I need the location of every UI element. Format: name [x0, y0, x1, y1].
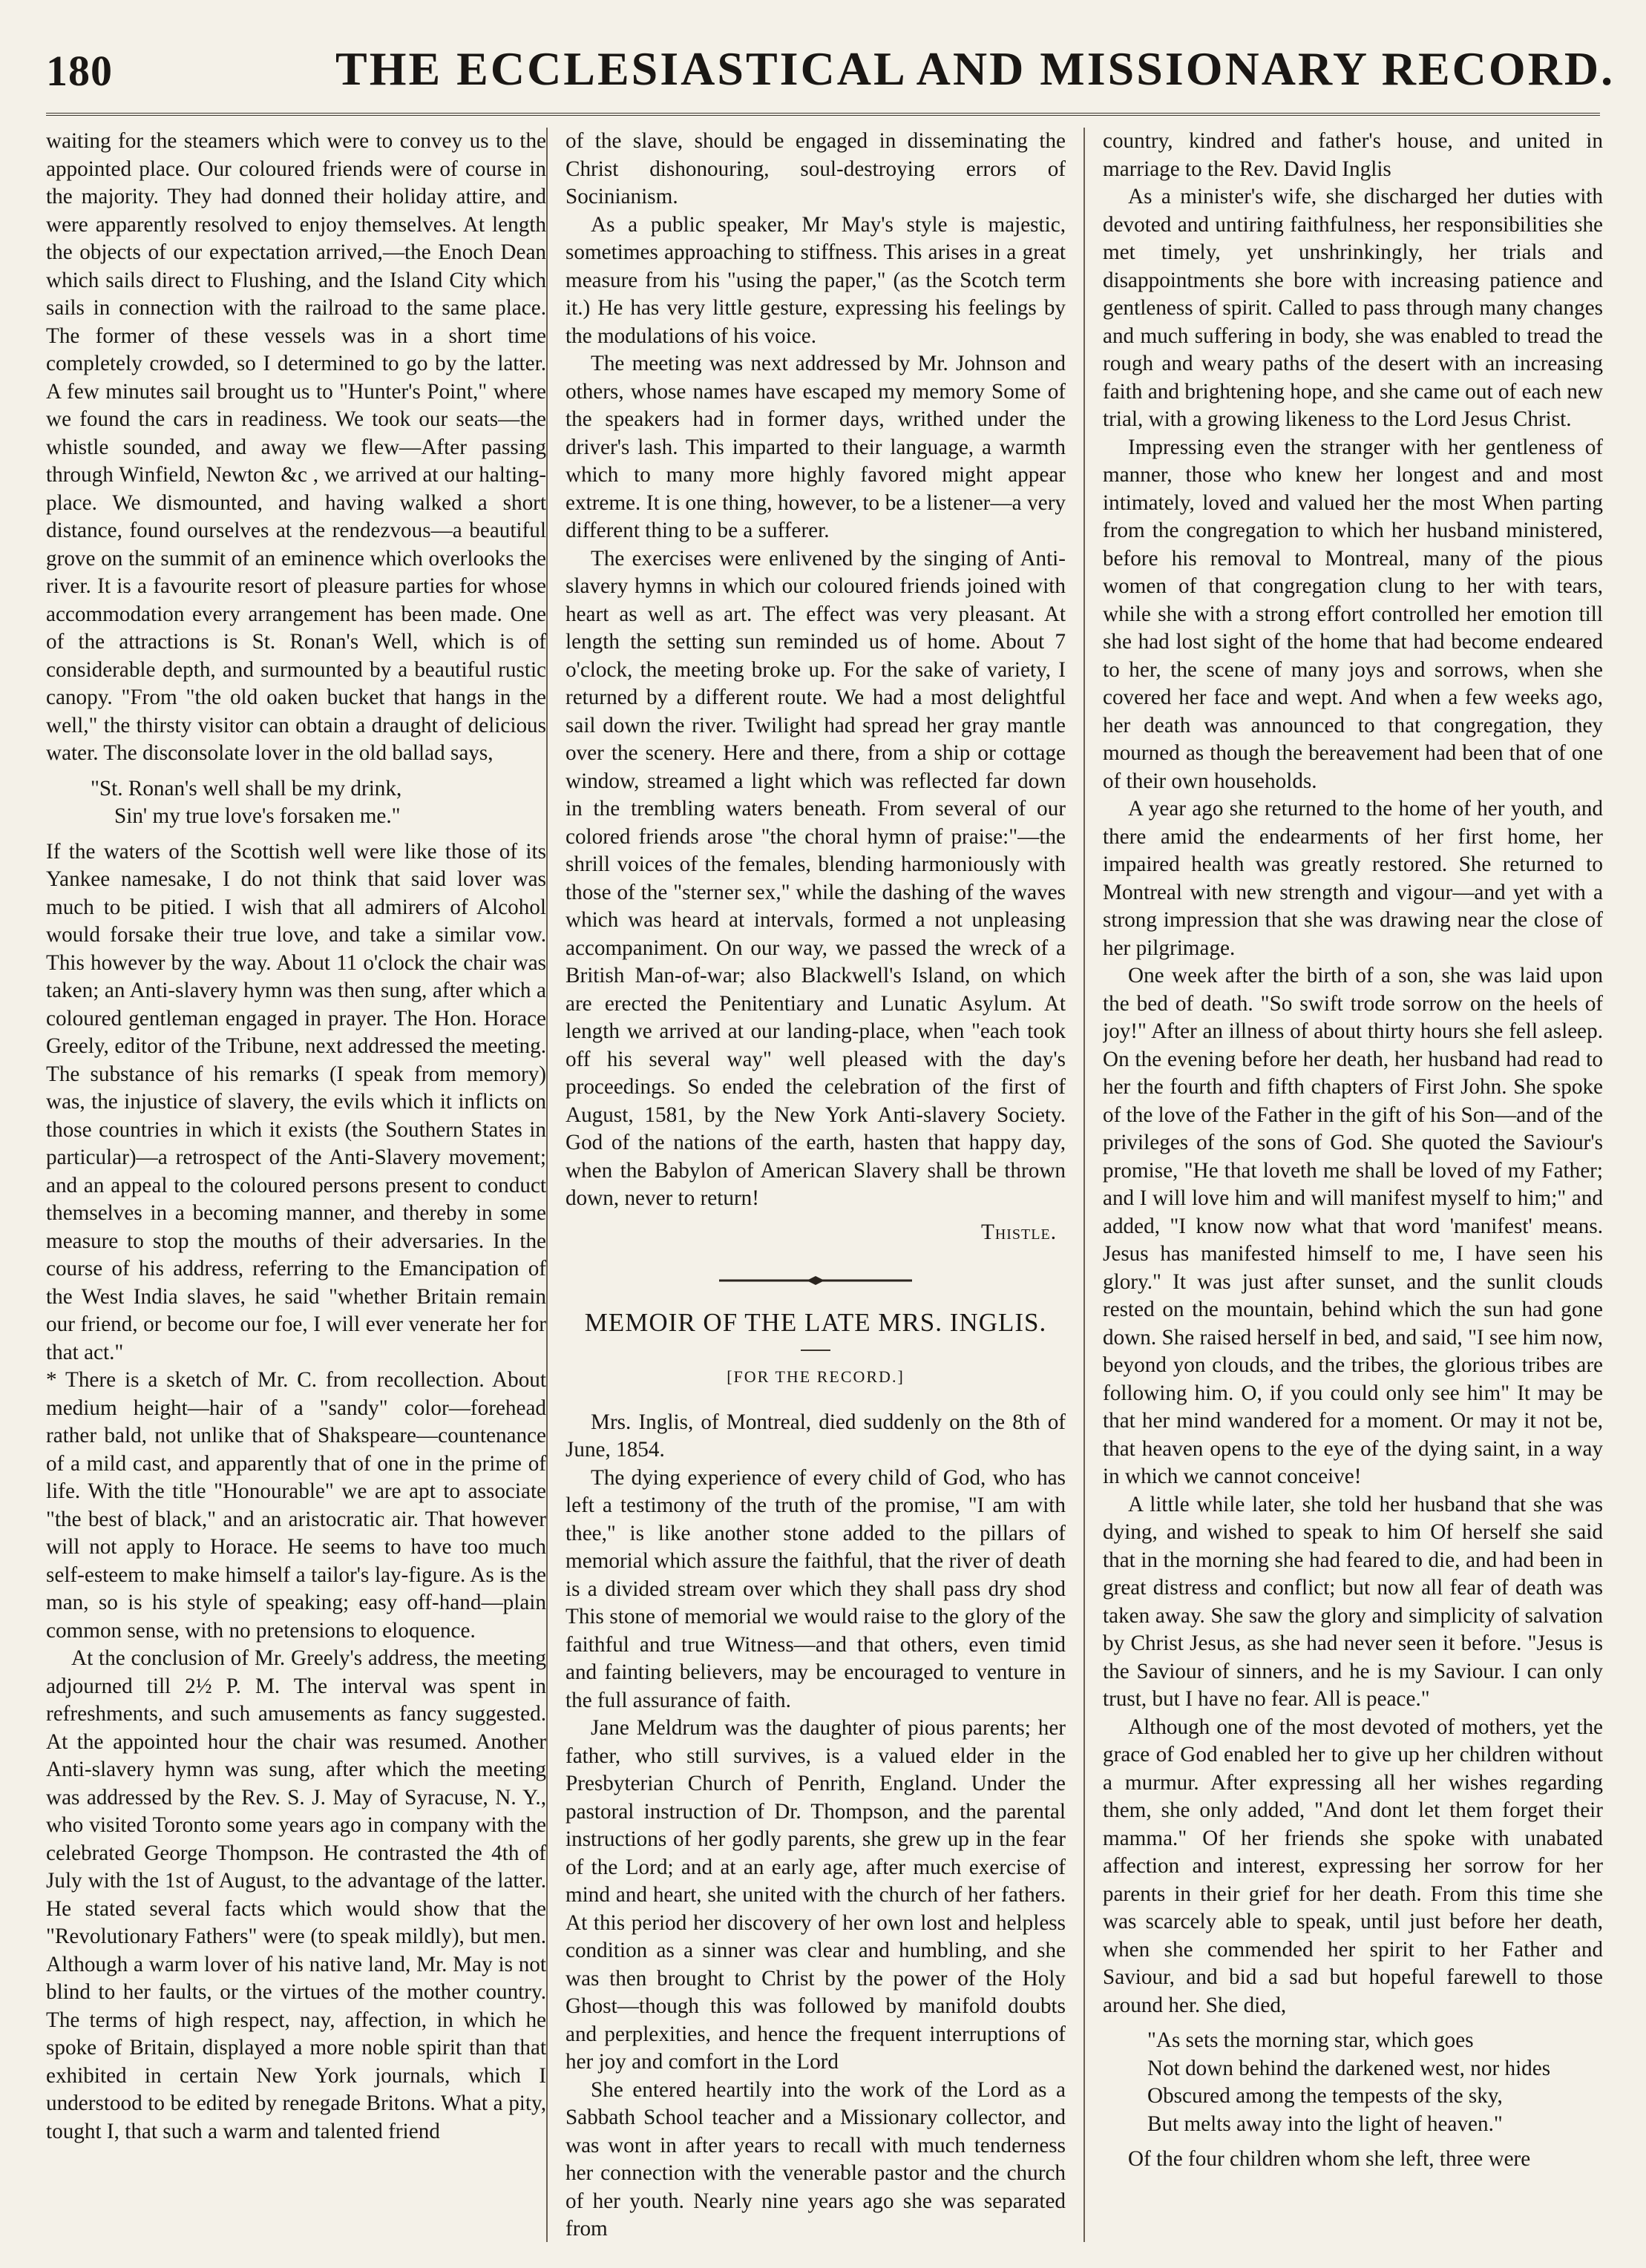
article-source-note: [FOR THE RECORD.]	[727, 1367, 905, 1386]
verse-quote	[46, 775, 546, 831]
section-divider-ornament	[565, 1266, 1066, 1294]
article-title: MEMOIR OF THE LATE MRS. INGLIS.	[584, 1307, 1047, 1337]
paragraph: As a minister's wife, she discharged her duties with devoted and untiring faithfulness, her responsibilities she met timely, yet unshrinkingly, her trials and disappointments she bore with increasing patience and gentleness of spirit. Called to pass through many changes and much suffering in body, she was enabled to tread the rough and weary paths of the desert with an increasing faith and brightening hope, and she came out of each new trial, with a growing likeness to the Lord Jesus Christ.	[1103, 185, 1604, 431]
verse-line: Not down behind the darkened west, nor hides	[1147, 2056, 1551, 2080]
footnote: * There is a sketch of Mr. C. from recollection. About medium height—hair of a "sandy" color—forehead rather bald, not unlike that of Shakspeare—countenance of a mild cast, and apparently that of one in the prime of life. With the title "Honourable" we are apt to associate "the best of black," and an aristocratic air. That however will not apply to Horace. He seems to have too much self-esteem to make himself a tailor's lay-figure. As is the man, so is his style of speaking; easy off-hand—plain common sense, with no pretensions to eloquence.	[46, 1368, 547, 1643]
paragraph: Mrs. Inglis, of Montreal, died suddenly on the 8th of June, 1854.	[565, 1410, 1066, 1462]
paragraph: At the conclusion of Mr. Greely's address, the meeting adjourned till 2½ P. M. The interval was spent in refreshments, and such amusements as fancy suggested. At the appointed hour the chair was resumed. Another Anti-slavery hymn was sung, after which the meeting was addressed by the Rev. S. J. May of Syracuse, N. Y., who visited Toronto some years ago in company with the celebrated George Thompson. He contrasted the 4th of July with the 1st of August, to the advantage of the latter. He stated several facts which would show that the "Revolutionary Fathers" were (to speak mildly), but men. Although a warm lover of his native land, Mr. May is not blind to her faults, or the virtues of the mother country. The terms of high respect, nay, affection, in which he spoke of Britain, displayed a more noble spirit than that exhibited in certain New York journals, which I understood to be edited by renegade Britons. What a pity, tought I, that such a warm and talented friend	[46, 1646, 547, 2143]
paragraph: She entered heartily into the work of the Lord as a Sabbath School teacher and a Missionary collector, and was wont in after years to recall with much tenderness her connection with the venerable pastor and the church of her youth. Nearly nine years ago she was separated from	[565, 2077, 1066, 2241]
paragraph: If the waters of the Scottish well were like those of its Yankee namesake, I do not think that said lover was much to be pitied. I wish that all admirers of Alcohol would forsake their true love, and take a similar vow. This however by the way. About 11 o'clock the chair was taken; an Anti-slavery hymn was then sung, after which a coloured gentleman engaged in prayer. The Hon. Horace Greely, editor of the Tribune, next addressed the meeting. The substance of his remarks (I speak from memory) was, the injustice of slavery, the evils which it inflicts on those countries in which it exists (the Southern States in particular)—a retrospect of the Anti-Slavery movement; and an appeal to the coloured persons present to conduct themselves in a becoming manner, and thereby in some measure to stop the mouths of their adversaries. In the course of his address, referring to the Emancipation of the West India slaves, he said "whether Britain remain our friend, or become our foe, I will ever venerate her for that act."	[46, 839, 547, 1364]
paragraph: A little while later, she told her husband that she was dying, and wished to speak to him Of herself she said that in the morning she had feared to die, and had been in great distress and conflict; but now all fear of death was taken away. She saw the glory and simplicity of salvation by Christ Jesus, as she had never seen it before. "Jesus is the Saviour of sinners, and he is my Saviour. I can only trust, but I have no fear. All is peace."	[1103, 1492, 1604, 1711]
short-rule	[801, 1350, 830, 1351]
paragraph: The meeting was next addressed by Mr. Johnson and others, whose names have escaped my memory Some of the speakers had in former days, writhed under the driver's lash. This imparted to their language, a warmth which to many more highly favored might appear extreme. It is one thing, however, to be a listener—a very different thing to be a sufferer.	[565, 352, 1066, 542]
column-divider	[1083, 128, 1085, 2242]
running-title: THE ECCLESIASTICAL AND MISSIONARY RECORD.	[335, 42, 1616, 95]
author-signature: Thistle.	[981, 1220, 1058, 1244]
verse-quote	[1103, 2027, 1603, 2138]
column-2	[565, 128, 1066, 2242]
column-divider	[546, 128, 548, 2242]
verse-line: Sin' my true love's forsaken me."	[114, 804, 401, 828]
paragraph: waiting for the steamers which were to convey us to the appointed place. Our coloured friends were of course in the majority. They had donned their holiday attire, and were apparently resolved to enjoy themselves. At length the objects of our expectation arrived,—the Enoch Dean which sails direct to Flushing, and the Island City which sails in connection with the railroad to the same place. The former of these vessels was in a short time completely crowded, so I determined to go by the latter. A few minutes sail brought us to "Hunter's Point," where we found the cars in readiness. We took our seats—the whistle sounded, and away we flew—After passing through Winfield, Newton &c , we arrived at our halting-place. We dismounted, and having walked a short distance, found ourselves at the rendezvous—a beautiful grove on the summit of an eminence which overlooks the river. It is a favourite resort of pleasure parties for whose accommodation every arrangement has been made. One of the attractions is St. Ronan's Well, which is of considerable depth, and surmounted by a beautiful rustic canopy. "From "the old oaken bucket that hangs in the well," the thirsty visitor can obtain a draught of delicious water. The disconsolate lover in the old ballad says,	[46, 129, 547, 765]
page-header	[46, 42, 1616, 108]
verse-line: "As sets the morning star, which goes	[1147, 2028, 1474, 2052]
header-rule	[46, 113, 1600, 116]
ornament-rule-icon	[719, 1275, 912, 1286]
paragraph: The exercises were enlivened by the singing of Anti-slavery hymns in which our coloured friends joined with heart as well as art. The effect was very pleasant. At length the setting sun reminded us of home. About 7 o'clock, the meeting broke up. For the sake of variety, I returned by a different route. We had a most delightful sail down the river. Twilight had spread her gray mantle over the scenery. Here and there, from a ship or cottage window, streamed a light which was reflected far down in the trembling waters beneath. From several of our colored friends arose "the choral hymn of praise:"—the shrill voices of the females, blending harmoniously with those of the "sterner sex," while the dashing of the waves which was heard at intervals, formed a not unpleasing accompaniment. On our way, we passed the wreck of a British Man-of-war; also Blackwell's Island, on which are erected the Penitentiary and Lunatic Asylum. At length we arrived at our landing-place, when "each took off his several way" well pleased with the day's proceedings. So ended the celebration of the first of August, 1581, by the New York Anti-slavery Society. God of the nations of the earth, hasten that happy day, when the Babylon of American Slavery shall be thrown down, never to return!	[565, 546, 1066, 1210]
paragraph: country, kindred and father's house, and united in marriage to the Rev. David Inglis	[1103, 129, 1604, 181]
verse-line: Obscured among the tempests of the sky,	[1147, 2084, 1503, 2108]
paragraph: A year ago she returned to the home of her youth, and there amid the endearments of her first home, her impaired health was greatly restored. She returned to Montreal with new strength and vigour—and yet with a strong impression that she was drawing near the close of her pilgrimage.	[1103, 797, 1604, 960]
paragraph: Although one of the most devoted of mothers, yet the grace of God enabled her to give up her children without a murmur. After expressing all her wishes regarding them, she only added, "And dont let them forget their mamma." Of her friends she spoke with unabated affection and interest, expressing her sorrow for her parents in their grief for her death. From this time she was scarcely able to speak, until just before her death, when she commended her spirit to her Father and Saviour, and bid a sad but hopeful farewell to those around her. She died,	[1103, 1715, 1604, 2017]
verse-line: But melts away into the light of heaven."	[1147, 2111, 1503, 2136]
paragraph: The dying experience of every child of God, who has left a testimony of the truth of the promise, "I am with thee," is like another stone added to the pillars of memorial which assure the faithful, that the river of death is a divided stream over which they shall pass dry shod This stone of memorial we would raise to the glory of the faithful and true Witness—and that others, even timid and fainting believers, may be encouraged to venture in the full assurance of faith.	[565, 1465, 1066, 1712]
verse-line: "St. Ronan's well shall be my drink,	[91, 776, 402, 801]
column-3	[1103, 128, 1603, 2242]
page-number: 180	[46, 47, 113, 95]
text-columns	[46, 128, 1603, 2242]
paragraph: Impressing even the stranger with her gentleness of manner, those who knew her longest and and most intimately, loved and valued her the most When parting from the congregation to which her husband ministered, before his removal to Montreal, many of the pious women of that congregation clung to her with tears, while she with a strong effort controlled her emotion till she had lost sight of the home that had become endeared to her, the scene of many joys and sorrows, when she covered her face and wept. And when a few weeks ago, her death was announced to that congregation, they mourned as though the bereavement had been that of one of their own households.	[1103, 435, 1604, 793]
paragraph: As a public speaker, Mr May's style is majestic, sometimes approaching to stiffness. This arises in a great measure from his "using the paper," (as the Scotch term it.) He has very little gesture, expressing his feelings by the modulations of his voice.	[565, 212, 1066, 348]
paragraph: of the slave, should be engaged in disseminating the Christ dishonouring, soul-destroying errors of Socinianism.	[565, 129, 1066, 208]
column-1	[46, 128, 546, 2242]
paragraph: One week after the birth of a son, she was laid upon the bed of death. "So swift trode sorrow on the heels of joy!" After an illness of about thirty hours she fell asleep. On the evening before her death, her husband had read to her the fourth and fifth chapters of First John. She spoke of the love of the Father in the gift of his Son—and of the privileges of the sons of God. She quoted the Saviour's promise, "He that loveth me shall be loved of my Father; and I will love him and will manifest myself to him;" and added, "I know now what that word 'manifest' means. Jesus has manifested himself to me, I have seen his glory." It was just after sunset, and the sunlit clouds rested on the mountain, behind which the sun had gone down. She raised herself in bed, and said, "I see him now, beyond yon clouds, and the tribes, the glorious tribes are following him. O, if you could only see him" It may be that her mind wandered for a moment. Or may it not be, that heaven opens to the eye of the dying saint, in a way in which we cannot conceive!	[1103, 964, 1604, 1488]
paragraph: Jane Meldrum was the daughter of pious parents; her father, who still survives, is a valued elder in the Presbyterian Church of Penrith, England. Under the pastoral instruction of Dr. Thompson, and the parental instructions of her godly parents, she grew up in the fear of the Lord; and at an early age, after much exercise of mind and heart, she united with the church of her fathers. At this period her discovery of her own lost and helpless condition as a sinner was clear and humbling, and she was then brought to Christ by the power of the Holy Ghost—though this was followed by manifold doubts and perplexities, and hence the frequent interruptions of her joy and comfort in the Lord	[565, 1716, 1066, 2074]
paragraph: Of the four children whom she left, three were	[1128, 2147, 1531, 2171]
